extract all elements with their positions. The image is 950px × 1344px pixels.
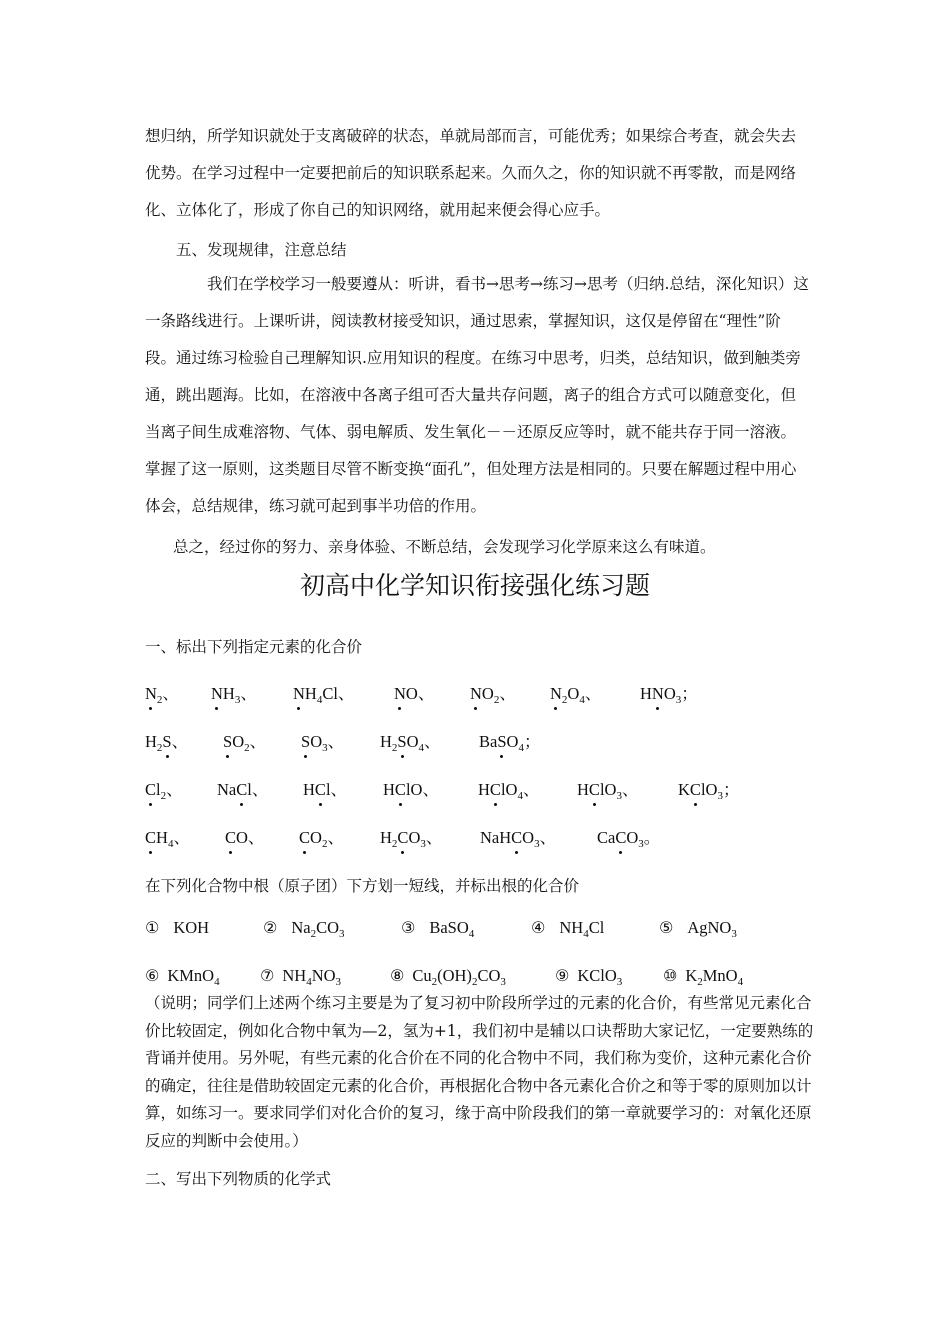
page-title: 初高中化学知识衔接强化练习题 [299, 571, 650, 600]
compound-8: ⑧ $Cu_2(OH)_2CO_3$ [390, 966, 506, 988]
compound-3: ③ BaSO$_4$ [401, 918, 475, 940]
number-7: ⑦ [260, 966, 275, 985]
number-10: ⑩ [663, 966, 678, 985]
formula-baso4: BaSO$_4$； [479, 732, 541, 754]
formula-cl2: $Cl_2$、 [145, 780, 183, 802]
formula-nahco3: NaHCO$_3$、 [480, 828, 557, 850]
formula-nacl: NaCl、 [217, 780, 269, 799]
formula-nh3: $NH_3$、 [211, 684, 257, 706]
compound-1: ① KOH [145, 918, 210, 937]
formula-hno3: $HNO_3$； [640, 684, 698, 706]
compound-2: ② $Na_2CO_3$ [263, 918, 345, 940]
formula-hcl: HCl、 [303, 780, 348, 799]
formula-hclo3: HClO$_3$、 [577, 780, 639, 802]
number-3: ③ [401, 918, 416, 937]
intro-paragraph-1: 想归纳，所学知识就处于支离破碎的状态，单就局部而言，可能优秀；如果综合考查，就会失去优势。在学习过程中一定要把前后的知识联系起来。久而久之，你的知识就不再零散，而是网络化、立体化了，形成了你自己的知识网络，就用起来便会得心应手。 [145, 127, 797, 219]
formula-kclo3: KClO$_3$； [678, 780, 740, 802]
formula-so3: $SO_3$、 [301, 732, 345, 754]
formula-co: CO、 [225, 828, 265, 847]
number-2: ② [263, 918, 278, 937]
compound-9: ⑨ KClO$_3$ [555, 966, 623, 988]
number-4: ④ [531, 918, 546, 937]
compound-6: ⑥ KMnO$_4$ [145, 966, 220, 988]
formula-so2: $SO_2$、 [223, 732, 267, 754]
formula-nh4cl: $NH_4Cl$、 [293, 684, 355, 706]
formula-hclo: HClO、 [383, 780, 439, 799]
formula-no2: $NO_2$、 [470, 684, 516, 706]
formula-caco3: CaCO$_3$。 [597, 828, 661, 850]
formula-n2: $N_2$、 [145, 684, 179, 706]
section-1-heading: 一、标出下列指定元素的化合价 [145, 638, 363, 656]
number-1: ① [145, 918, 160, 937]
formula-ch4: $CH_4$、 [145, 828, 190, 850]
formula-hclo4: HClO$_4$、 [478, 780, 540, 802]
heading-five: 五、发现规律，注意总结 [176, 241, 347, 259]
compound-4: ④ $NH_4Cl$ [531, 918, 605, 940]
formula-co2: $CO_2$、 [299, 828, 344, 850]
compound-10: ⑩ $K_2MnO_4$ [663, 966, 744, 988]
formula-h2co3: $H_2CO_3$、 [380, 828, 443, 850]
intro-paragraph-2: 我们在学校学习一般要遵从：听讲，看书→思考→练习→思考（归纳.总结，深化知识）这一条路线进行。上课听讲，阅读教材接受知识，通过思索，掌握知识，这仅是停留在“理性”阶段。通过练习检验自己理解知识.应用知识的程度。在练习中思考，归类，总结知识，做到触类旁通，跳出题海。比如，在溶液中各离子组可否大量共存问题，离子的组合方式可以随意变化，但当离子间生成难溶物、气体、弱电解质、发生氧化－－还原反应等时，就不能共存于同一溶液。掌握了这一原则，这类题目尽管不断变换“面孔”，但处理方法是相同的。只要在解题过程中用心体会，总结规律，练习就可起到事半功倍的作用。 [145, 275, 809, 515]
section-1-subheading: 在下列化合物中根（原子团）下方划一短线，并标出根的化合价 [145, 877, 580, 895]
formula-n2o4: $N_2O_4$、 [550, 684, 602, 706]
number-9: ⑨ [555, 966, 570, 985]
explanation-note: （说明；同学们上述两个练习主要是为了复习初中阶段所学过的元素的化合价，有些常见元素化合价比较固定，例如化合物中氧为—2，氢为+1，我们初中是辅以口诀帮助大家记忆，一定要熟练的背诵并使用。另外呢，有些元素的化合价在不同的化合物中不同，我们称为变价，这种元素化合价的确定，往往是借助较固定元素的化合价，再根据化合物中各元素化合价之和等于零的原则加以计算，如练习一。要求同学们对化合价的复习，缘于高中阶段我们的第一章就要学习的：对氧化还原反应的判断中会使用。） [145, 994, 814, 1150]
number-6: ⑥ [145, 966, 160, 985]
formula-h2s: $H_2S$、 [145, 732, 189, 754]
conclusion-paragraph: 总之，经过你的努力、亲身体验、不断总结，会发现学习化学原来这么有味道。 [173, 538, 716, 556]
formula-no: NO、 [394, 684, 435, 703]
compound-5: ⑤ AgNO$_3$ [659, 918, 737, 940]
section-2-heading: 二、写出下列物质的化学式 [145, 1170, 332, 1188]
number-5: ⑤ [659, 918, 674, 937]
formula-h2so4: $H_2SO_4$、 [380, 732, 441, 754]
number-8: ⑧ [390, 966, 405, 985]
compound-7: ⑦ $NH_4NO_3$ [260, 966, 342, 988]
